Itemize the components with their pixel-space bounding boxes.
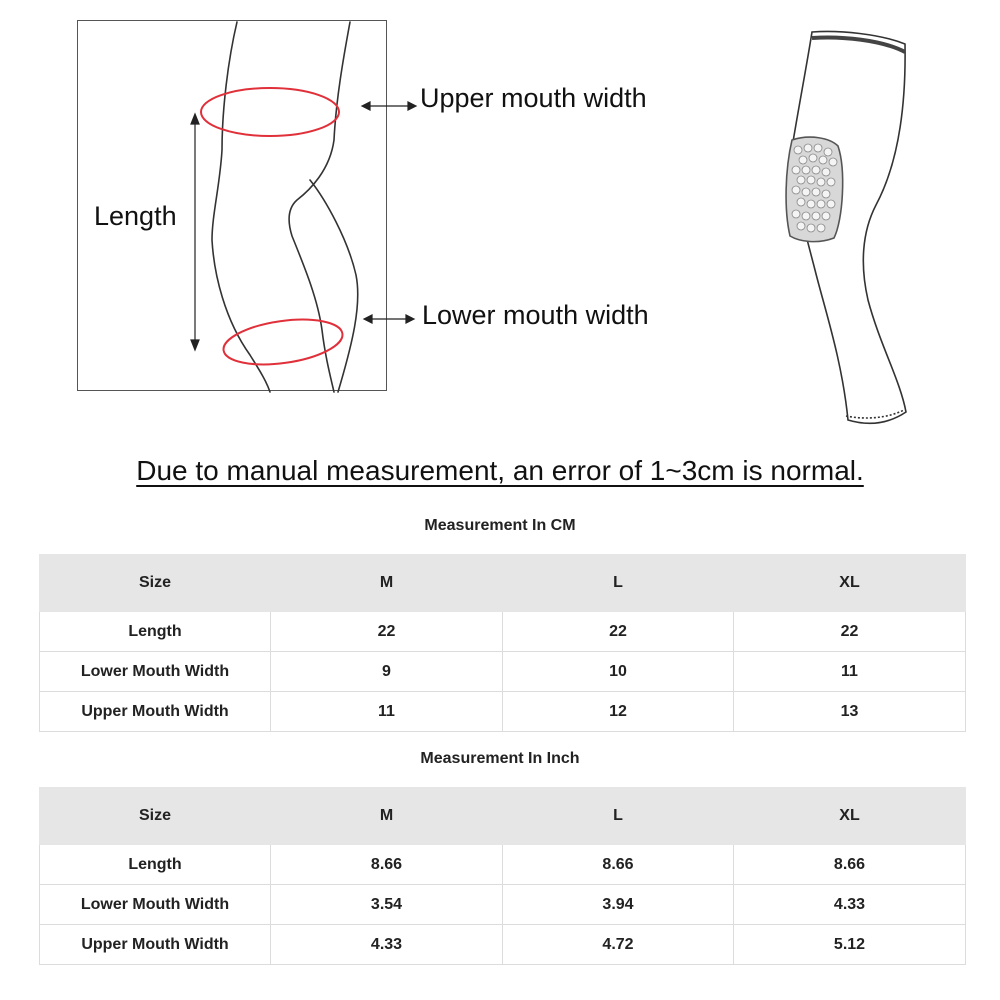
cell-value: 22 <box>271 612 503 652</box>
upper-ring <box>201 88 339 136</box>
table-row <box>40 692 966 732</box>
cell-value: 12 <box>503 692 734 732</box>
cell-value: 5.12 <box>734 925 966 965</box>
row-label: Length <box>40 612 271 652</box>
inch-table-title: Measurement In Inch <box>420 750 580 767</box>
row-label: Upper Mouth Width <box>40 925 271 965</box>
table-row <box>40 885 966 925</box>
upper-mouth-width-label: Upper mouth width <box>420 83 647 113</box>
length-label: Length <box>94 201 177 231</box>
cell-value: 10 <box>503 652 734 692</box>
cell-value: 22 <box>503 612 734 652</box>
measurement-notice <box>0 455 1000 487</box>
cell-value: 13 <box>734 692 966 732</box>
lower-mouth-width-label: Lower mouth width <box>422 300 649 330</box>
size-table-inch <box>39 787 966 965</box>
row-label: Lower Mouth Width <box>40 652 271 692</box>
lower-double-arrow <box>364 315 414 323</box>
table-row <box>40 652 966 692</box>
notice-text: Due to manual measurement, an error of 1~3cm is normal. <box>136 455 864 486</box>
cell-value: 4.72 <box>503 925 734 965</box>
cell-value: 8.66 <box>503 845 734 885</box>
header-m: M <box>271 788 503 845</box>
cell-value: 11 <box>734 652 966 692</box>
cell-value: 22 <box>734 612 966 652</box>
cell-value: 8.66 <box>734 845 966 885</box>
header-xl: XL <box>734 788 966 845</box>
length-arrow <box>191 114 199 350</box>
row-label: Upper Mouth Width <box>40 692 271 732</box>
cell-value: 11 <box>271 692 503 732</box>
header-l: L <box>503 788 734 845</box>
cell-value: 4.33 <box>734 885 966 925</box>
table-header-row <box>40 788 966 845</box>
cell-value: 8.66 <box>271 845 503 885</box>
arm-sleeve-product <box>786 32 906 424</box>
header-l: L <box>503 555 734 612</box>
measurement-rings <box>201 88 345 371</box>
table-row <box>40 612 966 652</box>
cm-table-title: Measurement In CM <box>424 517 576 534</box>
cell-value: 3.94 <box>503 885 734 925</box>
cell-value: 4.33 <box>271 925 503 965</box>
header-m: M <box>271 555 503 612</box>
upper-double-arrow <box>362 102 416 110</box>
header-size: Size <box>40 788 271 845</box>
header-size: Size <box>40 555 271 612</box>
table-header-row <box>40 555 966 612</box>
table-row <box>40 845 966 885</box>
size-table-cm <box>39 554 966 732</box>
cell-value: 9 <box>271 652 503 692</box>
header-xl: XL <box>734 555 966 612</box>
cell-value: 3.54 <box>271 885 503 925</box>
row-label: Lower Mouth Width <box>40 885 271 925</box>
row-label: Length <box>40 845 271 885</box>
table-row <box>40 925 966 965</box>
